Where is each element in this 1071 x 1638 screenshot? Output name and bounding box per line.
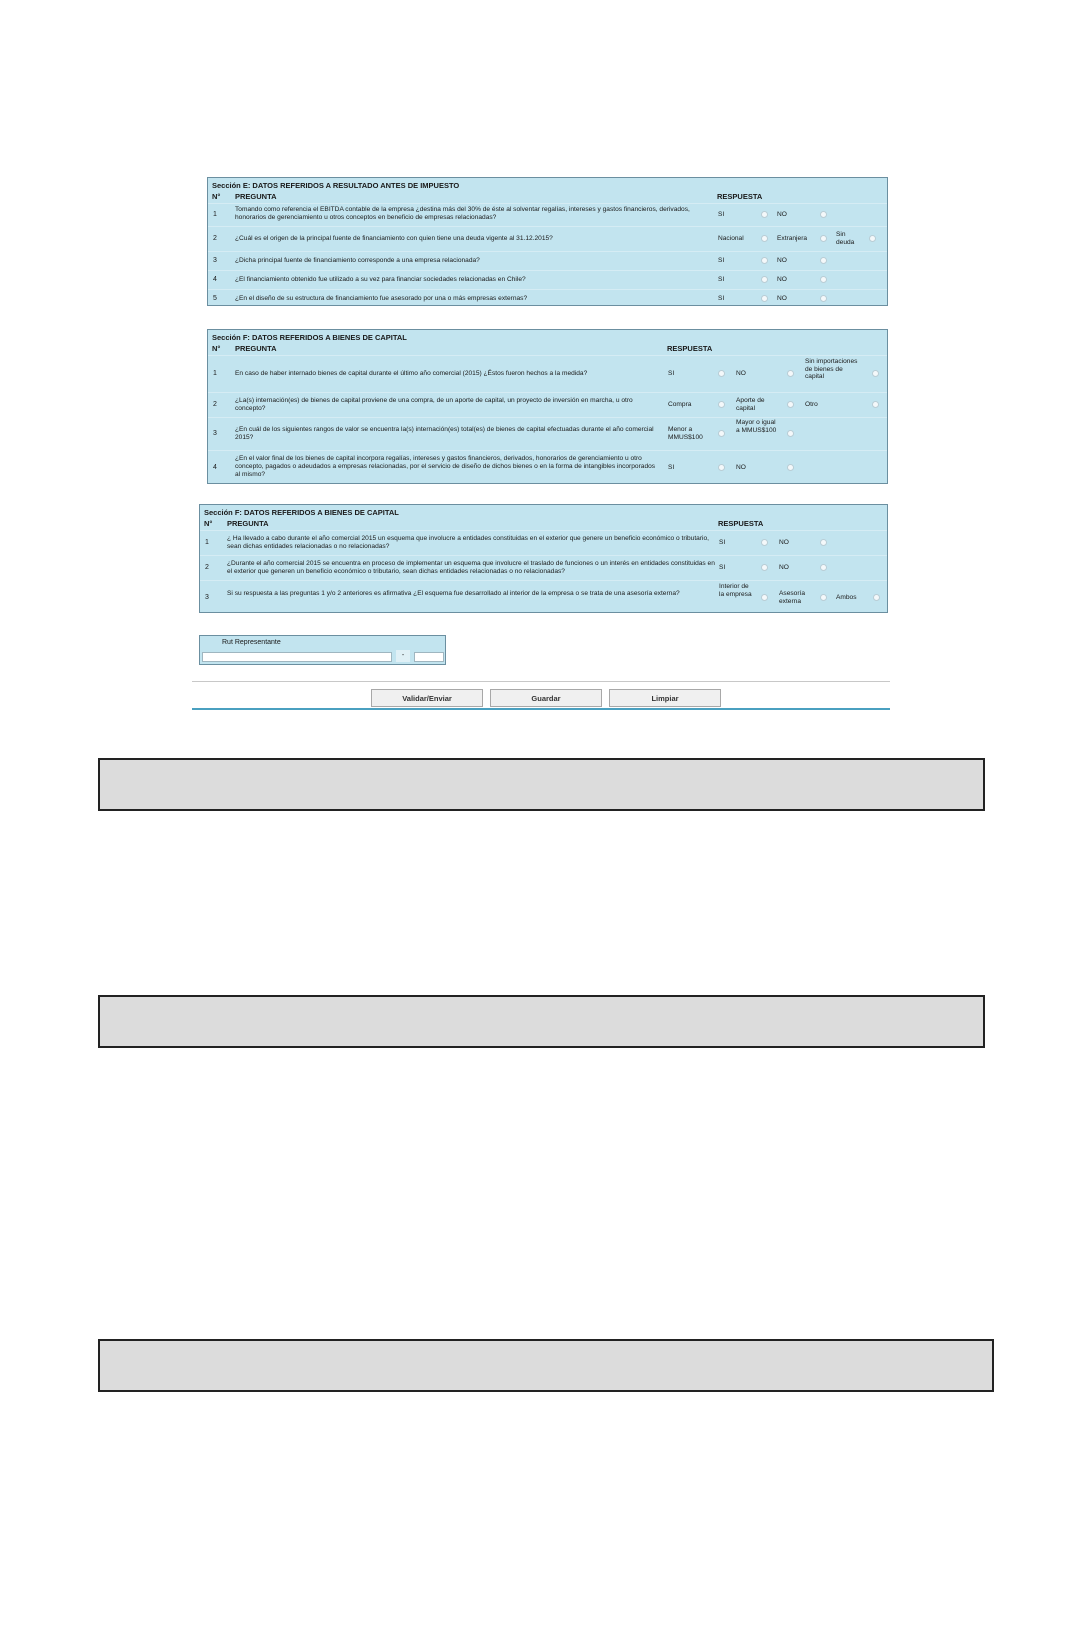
option-label: Menor a MMUS$100 (668, 426, 703, 441)
answer-radio[interactable] (761, 211, 768, 218)
rut-label: Rut Representante (222, 639, 281, 646)
section-e-title: Sección E: DATOS REFERIDOS A RESULTADO ANTES DE IMPUESTO (212, 181, 460, 190)
gray-box-2 (98, 995, 985, 1048)
row-number: 5 (213, 295, 217, 302)
rut-number-input[interactable] (202, 652, 392, 662)
answer-radio[interactable] (761, 295, 768, 302)
save-button[interactable]: Guardar (490, 689, 602, 707)
option-label: NO (777, 295, 787, 302)
separator-line (192, 681, 890, 682)
clear-button[interactable]: Limpiar (609, 689, 721, 707)
answer-radio[interactable] (718, 370, 725, 377)
row-number: 3 (205, 594, 209, 601)
option-label: Sin deuda (836, 231, 855, 246)
answer-radio[interactable] (718, 401, 725, 408)
option-label: Aporte de capital (736, 397, 765, 412)
option-label: SI (668, 464, 675, 471)
option-label: Nacional (718, 235, 744, 242)
answer-radio[interactable] (761, 276, 768, 283)
col-answer-header: RESPUESTA (667, 344, 713, 353)
answer-radio[interactable] (872, 370, 879, 377)
col-num-header: N° (212, 192, 221, 201)
option-label: SI (718, 211, 725, 218)
section-f-header (200, 518, 887, 530)
answer-radio[interactable] (718, 464, 725, 471)
option-label: Asesoría externa (779, 590, 806, 605)
option-label: NO (736, 464, 746, 471)
section-f-title: Sección F: DATOS REFERIDOS A BIENES DE CAPITAL (212, 333, 407, 342)
answer-radio[interactable] (820, 594, 827, 601)
rut-dv-input[interactable] (414, 652, 444, 662)
col-num-header: N° (204, 519, 213, 528)
rut-dash-separator: - (396, 650, 410, 662)
answer-radio[interactable] (718, 430, 725, 437)
option-label: NO (777, 276, 787, 283)
question-text: ¿Cuál es el origen de la principal fuente de financiamiento con quien tiene una deuda vigente al 31.12.2015? (235, 235, 553, 242)
answer-radio[interactable] (820, 564, 827, 571)
col-question-header: PREGUNTA (235, 344, 277, 353)
table-row (208, 226, 887, 251)
question-text: En caso de haber internado bienes de capital durante el último año comercial (2015) ¿Éstos fueron hechos a la medida? (235, 370, 588, 377)
option-label: Interior de la empresa (719, 583, 752, 598)
section-f-header (208, 343, 887, 355)
gray-box-1 (98, 758, 985, 811)
rut-representante-panel (199, 635, 446, 665)
row-number: 3 (213, 430, 217, 437)
answer-radio[interactable] (787, 370, 794, 377)
answer-radio[interactable] (787, 401, 794, 408)
question-text: ¿En cuál de los siguientes rangos de valor se encuentra la(s) internación(es) total(es) de bienes de capital efectuadas durante el año comercial 2015? (235, 426, 654, 441)
col-question-header: PREGUNTA (227, 519, 269, 528)
table-row (200, 555, 887, 580)
col-answer-header: RESPUESTA (717, 192, 763, 201)
option-label: NO (779, 564, 789, 571)
answer-radio[interactable] (820, 257, 827, 264)
row-number: 1 (205, 539, 209, 546)
answer-radio[interactable] (820, 295, 827, 302)
table-row (200, 580, 887, 615)
option-label: SI (718, 257, 725, 264)
row-number: 2 (213, 235, 217, 242)
bottom-accent-line (192, 708, 890, 710)
question-text: ¿El financiamiento obtenido fue utilizado a su vez para financiar sociedades relacionadas en Chile? (235, 276, 526, 283)
option-label: Mayor o igual a MMUS$100 (736, 419, 777, 434)
validate-send-button[interactable]: Validar/Enviar (371, 689, 483, 707)
table-row (208, 450, 887, 485)
option-label: SI (719, 539, 726, 546)
answer-radio[interactable] (869, 235, 876, 242)
answer-radio[interactable] (820, 235, 827, 242)
option-label: Otro (805, 401, 818, 408)
option-label: NO (777, 257, 787, 264)
option-label: Ambos (836, 594, 857, 601)
answer-radio[interactable] (787, 430, 794, 437)
gray-box-3 (98, 1339, 994, 1392)
table-row (208, 203, 887, 226)
answer-radio[interactable] (820, 276, 827, 283)
option-label: Sin importaciones de bienes de capital (805, 358, 858, 380)
table-row (200, 530, 887, 555)
table-row (208, 392, 887, 417)
answer-radio[interactable] (872, 401, 879, 408)
row-number: 3 (213, 257, 217, 264)
table-row (208, 289, 887, 308)
option-label: SI (719, 564, 726, 571)
question-text: ¿En el diseño de su estructura de financiamiento fue asesorado por una o más empresas externas? (235, 295, 528, 302)
question-text: Tomando como referencia el EBITDA contable de la empresa ¿destina más del 30% de éste al solventar regalías, intereses y gastos financieros, derivados, honorarios de gerenciamiento u otros conceptos en beneficio de empresas relacionadas? (235, 206, 690, 221)
table-row (208, 270, 887, 289)
question-text: ¿La(s) internación(es) de bienes de capital proviene de una compra, de un aporte de capital, un proyecto de inversión en marcha, u otro concepto? (235, 397, 633, 412)
option-label: NO (736, 370, 746, 377)
table-row (208, 355, 887, 392)
answer-radio[interactable] (820, 539, 827, 546)
section-e-panel (207, 177, 888, 306)
section-f-panel-1 (207, 329, 888, 484)
question-text: ¿Durante el año comercial 2015 se encuentra en proceso de implementar un esquema que involucre el traslado de funciones o un interés en entidades constituidas en el exterior que generen un beneficio económico o tributario, sean dichas entidades relacionadas o no relacionadas? (227, 560, 715, 575)
answer-radio[interactable] (761, 257, 768, 264)
answer-radio[interactable] (787, 464, 794, 471)
answer-radio[interactable] (820, 211, 827, 218)
row-number: 1 (213, 370, 217, 377)
row-number: 1 (213, 211, 217, 218)
answer-radio[interactable] (873, 594, 880, 601)
col-question-header: PREGUNTA (235, 192, 277, 201)
option-label: Extranjera (777, 235, 808, 242)
table-row (208, 251, 887, 270)
answer-radio[interactable] (761, 235, 768, 242)
section-f-title: Sección F: DATOS REFERIDOS A BIENES DE CAPITAL (204, 508, 399, 517)
question-text: ¿ Ha llevado a cabo durante el año comercial 2015 un esquema que involucre a entidades constituidas en el exterior que genere un beneficio económico o tributario, sean dichas entidades relacionadas o no relacionadas? (227, 535, 710, 550)
col-num-header: N° (212, 344, 221, 353)
answer-radio[interactable] (761, 564, 768, 571)
col-answer-header: RESPUESTA (718, 519, 764, 528)
table-row (208, 417, 887, 450)
option-label: SI (668, 370, 675, 377)
answer-radio[interactable] (761, 594, 768, 601)
question-text: Si su respuesta a las preguntas 1 y/o 2 anteriores es afirmativa ¿El esquema fue desarrollado al interior de la empresa o se trata de una asesoría externa? (227, 590, 680, 597)
question-text: ¿En el valor final de los bienes de capital incorpora regalías, intereses y gastos financieros, derivados, honorarios de gerenciamiento u otro concepto, pagados o adeudados a empresas relacionadas, por el servicio de diseño de dichos bienes o en la forma de intangibles incorporados al mismo? (235, 455, 656, 478)
answer-radio[interactable] (761, 539, 768, 546)
row-number: 4 (213, 276, 217, 283)
option-label: NO (777, 211, 787, 218)
option-label: NO (779, 539, 789, 546)
row-number: 2 (205, 564, 209, 571)
question-text: ¿Dicha principal fuente de financiamiento corresponde a una empresa relacionada? (235, 257, 480, 264)
row-number: 4 (213, 464, 217, 471)
option-label: SI (718, 295, 725, 302)
option-label: Compra (668, 401, 692, 408)
option-label: SI (718, 276, 725, 283)
section-e-header (208, 191, 887, 203)
section-f-panel-2 (199, 504, 888, 613)
row-number: 2 (213, 401, 217, 408)
